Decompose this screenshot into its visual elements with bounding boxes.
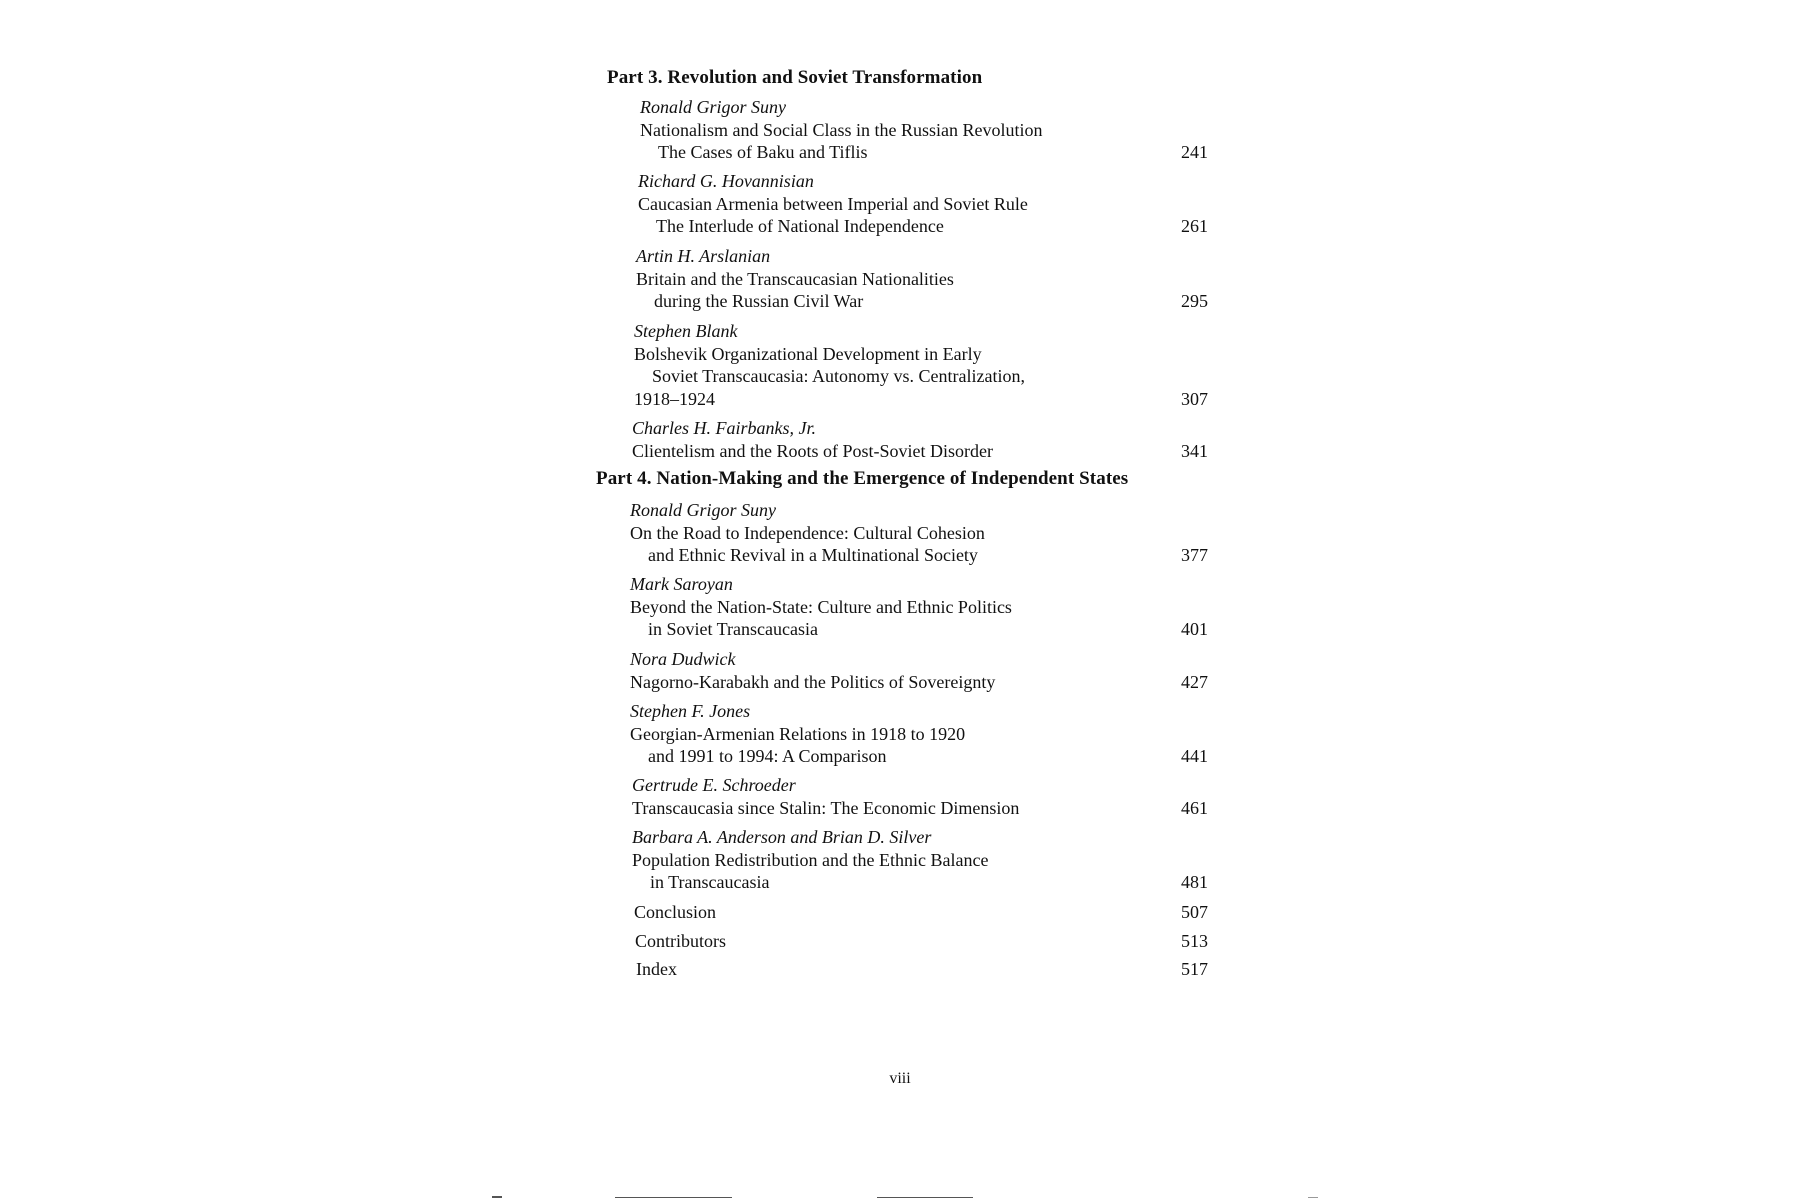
entry-author: Gertrude E. Schroeder [632,775,796,795]
entry-author: Artin H. Arslanian [636,246,771,266]
part-3-heading: Part 3. Revolution and Soviet Transformation [607,67,983,88]
toc-entry-suny-nationalism [640,96,1208,164]
toc-entry-anderson-silver [632,826,1208,894]
entry-page-number: 461 [1181,797,1208,818]
entry-title-line: and 1991 to 1994: A Comparison [648,746,887,766]
entry-title-line: The Cases of Baku and Tiflis [658,142,868,162]
part-4-heading: Part 4. Nation-Making and the Emergence of Independent States [596,468,1129,489]
toc-entry-arslanian [636,245,1208,313]
entry-author: Nora Dudwick [630,649,736,669]
entry-author: Richard G. Hovannisian [638,171,814,191]
entry-title-line: Bolshevik Organizational Development in Early [634,343,982,364]
entry-page-number: 441 [1181,746,1208,766]
entry-title-line: 1918–1924 [634,388,715,409]
entry-title-line: Beyond the Nation-State: Culture and Ethnic Politics [630,596,1012,617]
entry-title-line: Conclusion [634,902,717,922]
entry-page-number: 427 [1181,671,1208,692]
entry-title-line: and Ethnic Revival in a Multinational Society [648,545,978,565]
entry-page-number: 507 [1181,902,1208,922]
entry-author: Charles H. Fairbanks, Jr. [632,418,816,438]
entry-author: Ronald Grigor Suny [640,97,786,117]
entry-page-number: 307 [1181,388,1208,409]
entry-page-number: 295 [1181,291,1208,311]
toc-entry-conclusion [634,901,1208,924]
entry-title-line: Population Redistribution and the Ethnic Balance [632,849,989,870]
entry-author: Barbara A. Anderson and Brian D. Silver [632,827,932,847]
entry-title-line: On the Road to Independence: Cultural Cohesion [630,522,985,543]
entry-title-line: Caucasian Armenia between Imperial and Soviet Rule [638,193,1028,214]
entry-author: Mark Saroyan [630,574,733,594]
toc-entry-hovannisian [638,170,1208,238]
toc-entry-index [636,958,1208,981]
scan-artifact [492,1196,502,1198]
page-folio: viii [889,1070,911,1087]
scan-artifact [877,1197,973,1198]
toc-entry-fairbanks [632,417,1208,462]
toc-entry-jones [630,700,1208,768]
entry-page-number: 377 [1181,545,1208,565]
toc-entry-saroyan [630,573,1208,641]
entry-author: Ronald Grigor Suny [630,500,776,520]
entry-page-number: 341 [1181,440,1208,461]
entry-title-line: Britain and the Transcaucasian Nationalities [636,268,954,289]
entry-title-line: Index [636,959,677,979]
toc-entry-dudwick [630,648,1208,693]
entry-title-line: during the Russian Civil War [654,291,864,311]
entry-title-line: in Soviet Transcaucasia [648,619,818,639]
entry-title-line: Georgian-Armenian Relations in 1918 to 1920 [630,723,966,744]
entry-title-line: Transcaucasia since Stalin: The Economic Dimension [632,797,1020,818]
entry-author: Stephen Blank [634,321,738,341]
entry-page-number: 401 [1181,619,1208,639]
entry-page-number: 481 [1181,872,1208,892]
entry-title-line: Nagorno-Karabakh and the Politics of Sovereignty [630,671,996,692]
entry-page-number: 517 [1181,959,1208,979]
entry-page-number: 261 [1181,216,1208,236]
entry-title-line: Contributors [635,931,727,951]
entry-title-line: Clientelism and the Roots of Post-Soviet Disorder [632,440,993,461]
toc-entry-schroeder [632,774,1208,819]
scan-artifact [615,1197,732,1198]
toc-entry-blank [634,320,1208,410]
toc-entry-suny-independence [630,499,1208,567]
entry-title-line: Soviet Transcaucasia: Autonomy vs. Centralization, [652,366,1025,386]
toc-entry-contributors [635,930,1208,953]
entry-page-number: 513 [1181,931,1208,951]
entry-author: Stephen F. Jones [630,701,751,721]
entry-page-number: 241 [1181,142,1208,162]
entry-title-line: in Transcaucasia [650,872,770,892]
entry-title-line: Nationalism and Social Class in the Russian Revolution [640,119,1043,140]
entry-title-line: The Interlude of National Independence [656,216,944,236]
scan-artifact [1308,1197,1318,1198]
